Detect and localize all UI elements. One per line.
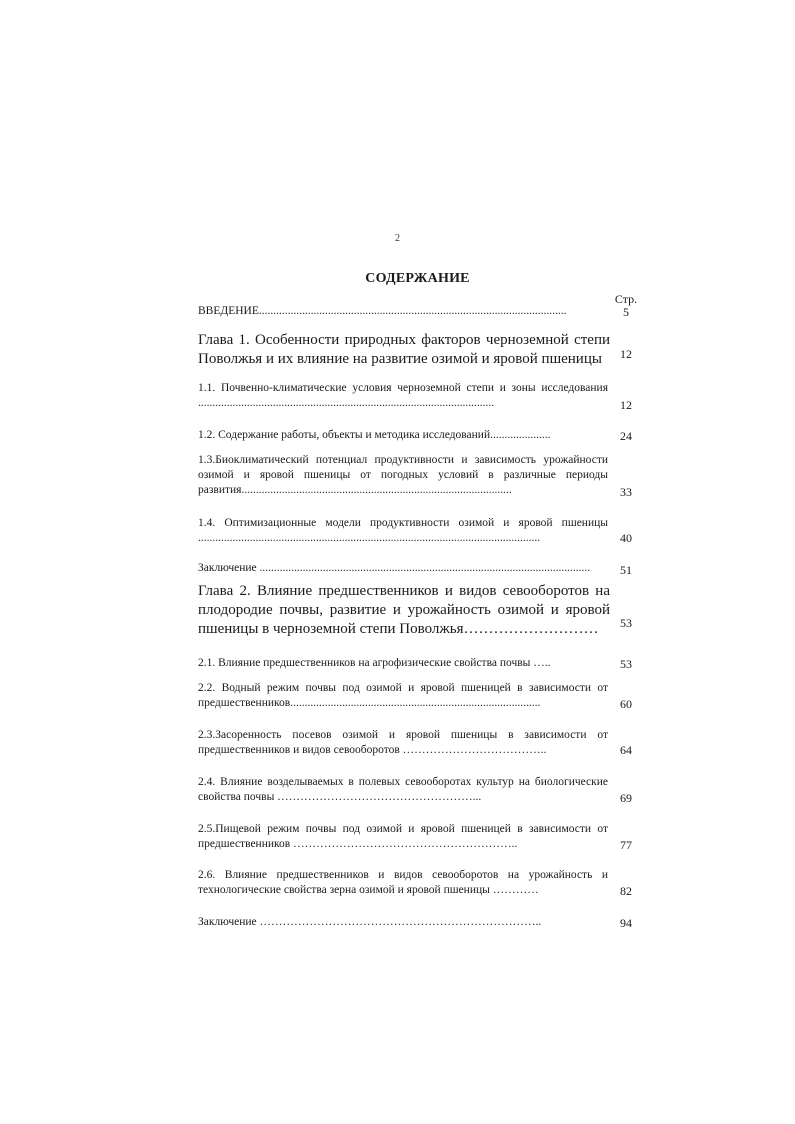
toc-entry-1-2: 1.2. Содержание работы, объекты и методика исследований..................... bbox=[198, 429, 551, 441]
toc-page: 69 bbox=[620, 791, 632, 805]
toc-entry-chapter-2: Глава 2. Влияние предшественников и видов севооборотов на плодородие почвы, развитие и урожайность озимой и яровой пшеницы в черноземной степи Поволжья……………………… bbox=[198, 583, 610, 637]
toc-entry-chapter-1: Глава 1. Особенности природных факторов черноземной степи Поволжья и их влияние на развитие озимой и яровой пшеницы bbox=[198, 332, 610, 367]
toc-entry-1-1: 1.1. Почвенно-климатические условия черноземной степи и зоны исследования ....................................................................................................... bbox=[198, 382, 608, 409]
toc-title: СОДЕРЖАНИЕ bbox=[365, 271, 470, 286]
toc-page: 94 bbox=[620, 916, 632, 930]
toc-entry-2-2: 2.2. Водный режим почвы под озимой и яровой пшеницей в зависимости от предшественников....................................................................................... bbox=[198, 682, 608, 709]
toc-entry-2-1: 2.1. Влияние предшественников на агрофизические свойства почвы ….. bbox=[198, 657, 551, 669]
toc-page: 60 bbox=[620, 697, 632, 711]
toc-entry-2-5: 2.5.Пищевой режим почвы под озимой и яровой пшеницей в зависимости от предшественников ………………………………………………….. bbox=[198, 823, 608, 850]
toc-entry-conclusion-1: Заключение ................................................................................................................... bbox=[198, 562, 591, 574]
toc-page: 51 bbox=[620, 563, 632, 577]
toc-page: 40 bbox=[620, 531, 632, 545]
toc-page: 77 bbox=[620, 838, 632, 852]
toc-entry-conclusion-2: Заключение ……………………………………………………………….. bbox=[198, 916, 542, 928]
toc-page: 53 bbox=[620, 616, 632, 630]
toc-entry-introduction: ВВЕДЕНИЕ........................................................................................................... bbox=[198, 305, 567, 317]
toc-entry-1-4: 1.4. Оптимизационные модели продуктивности озимой и яровой пшеницы ....................................................................................................................... bbox=[198, 517, 608, 544]
toc-page: 24 bbox=[620, 429, 632, 443]
toc-page: 5 bbox=[623, 305, 629, 319]
toc-page: 12 bbox=[620, 347, 632, 361]
toc-entry-2-6: 2.6. Влияние предшественников и видов севооборотов на урожайность и технологические свойства зерна озимой и яровой пшеницы ………… bbox=[198, 869, 608, 896]
toc-page: 53 bbox=[620, 657, 632, 671]
toc-page: 12 bbox=[620, 398, 632, 412]
toc-entry-2-3: 2.3.Засоренность посевов озимой и яровой пшеницы в зависимости от предшественников и видов севооборотов ……………………………….. bbox=[198, 729, 608, 756]
page-column-header: Стр. bbox=[614, 292, 638, 306]
toc-page: 33 bbox=[620, 485, 632, 499]
toc-page: 64 bbox=[620, 743, 632, 757]
toc-page: 82 bbox=[620, 884, 632, 898]
page-number: 2 bbox=[395, 233, 400, 244]
toc-entry-2-4: 2.4. Влияние возделываемых в полевых севооборотах культур на биологические свойства почвы ……………………………………………... bbox=[198, 776, 608, 803]
toc-entry-1-3: 1.3.Биоклиматический потенциал продуктивности и зависимость урожайности озимой и яровой пшеницы от погодных условий в различные периоды развития.............................................................................................. bbox=[198, 454, 608, 496]
